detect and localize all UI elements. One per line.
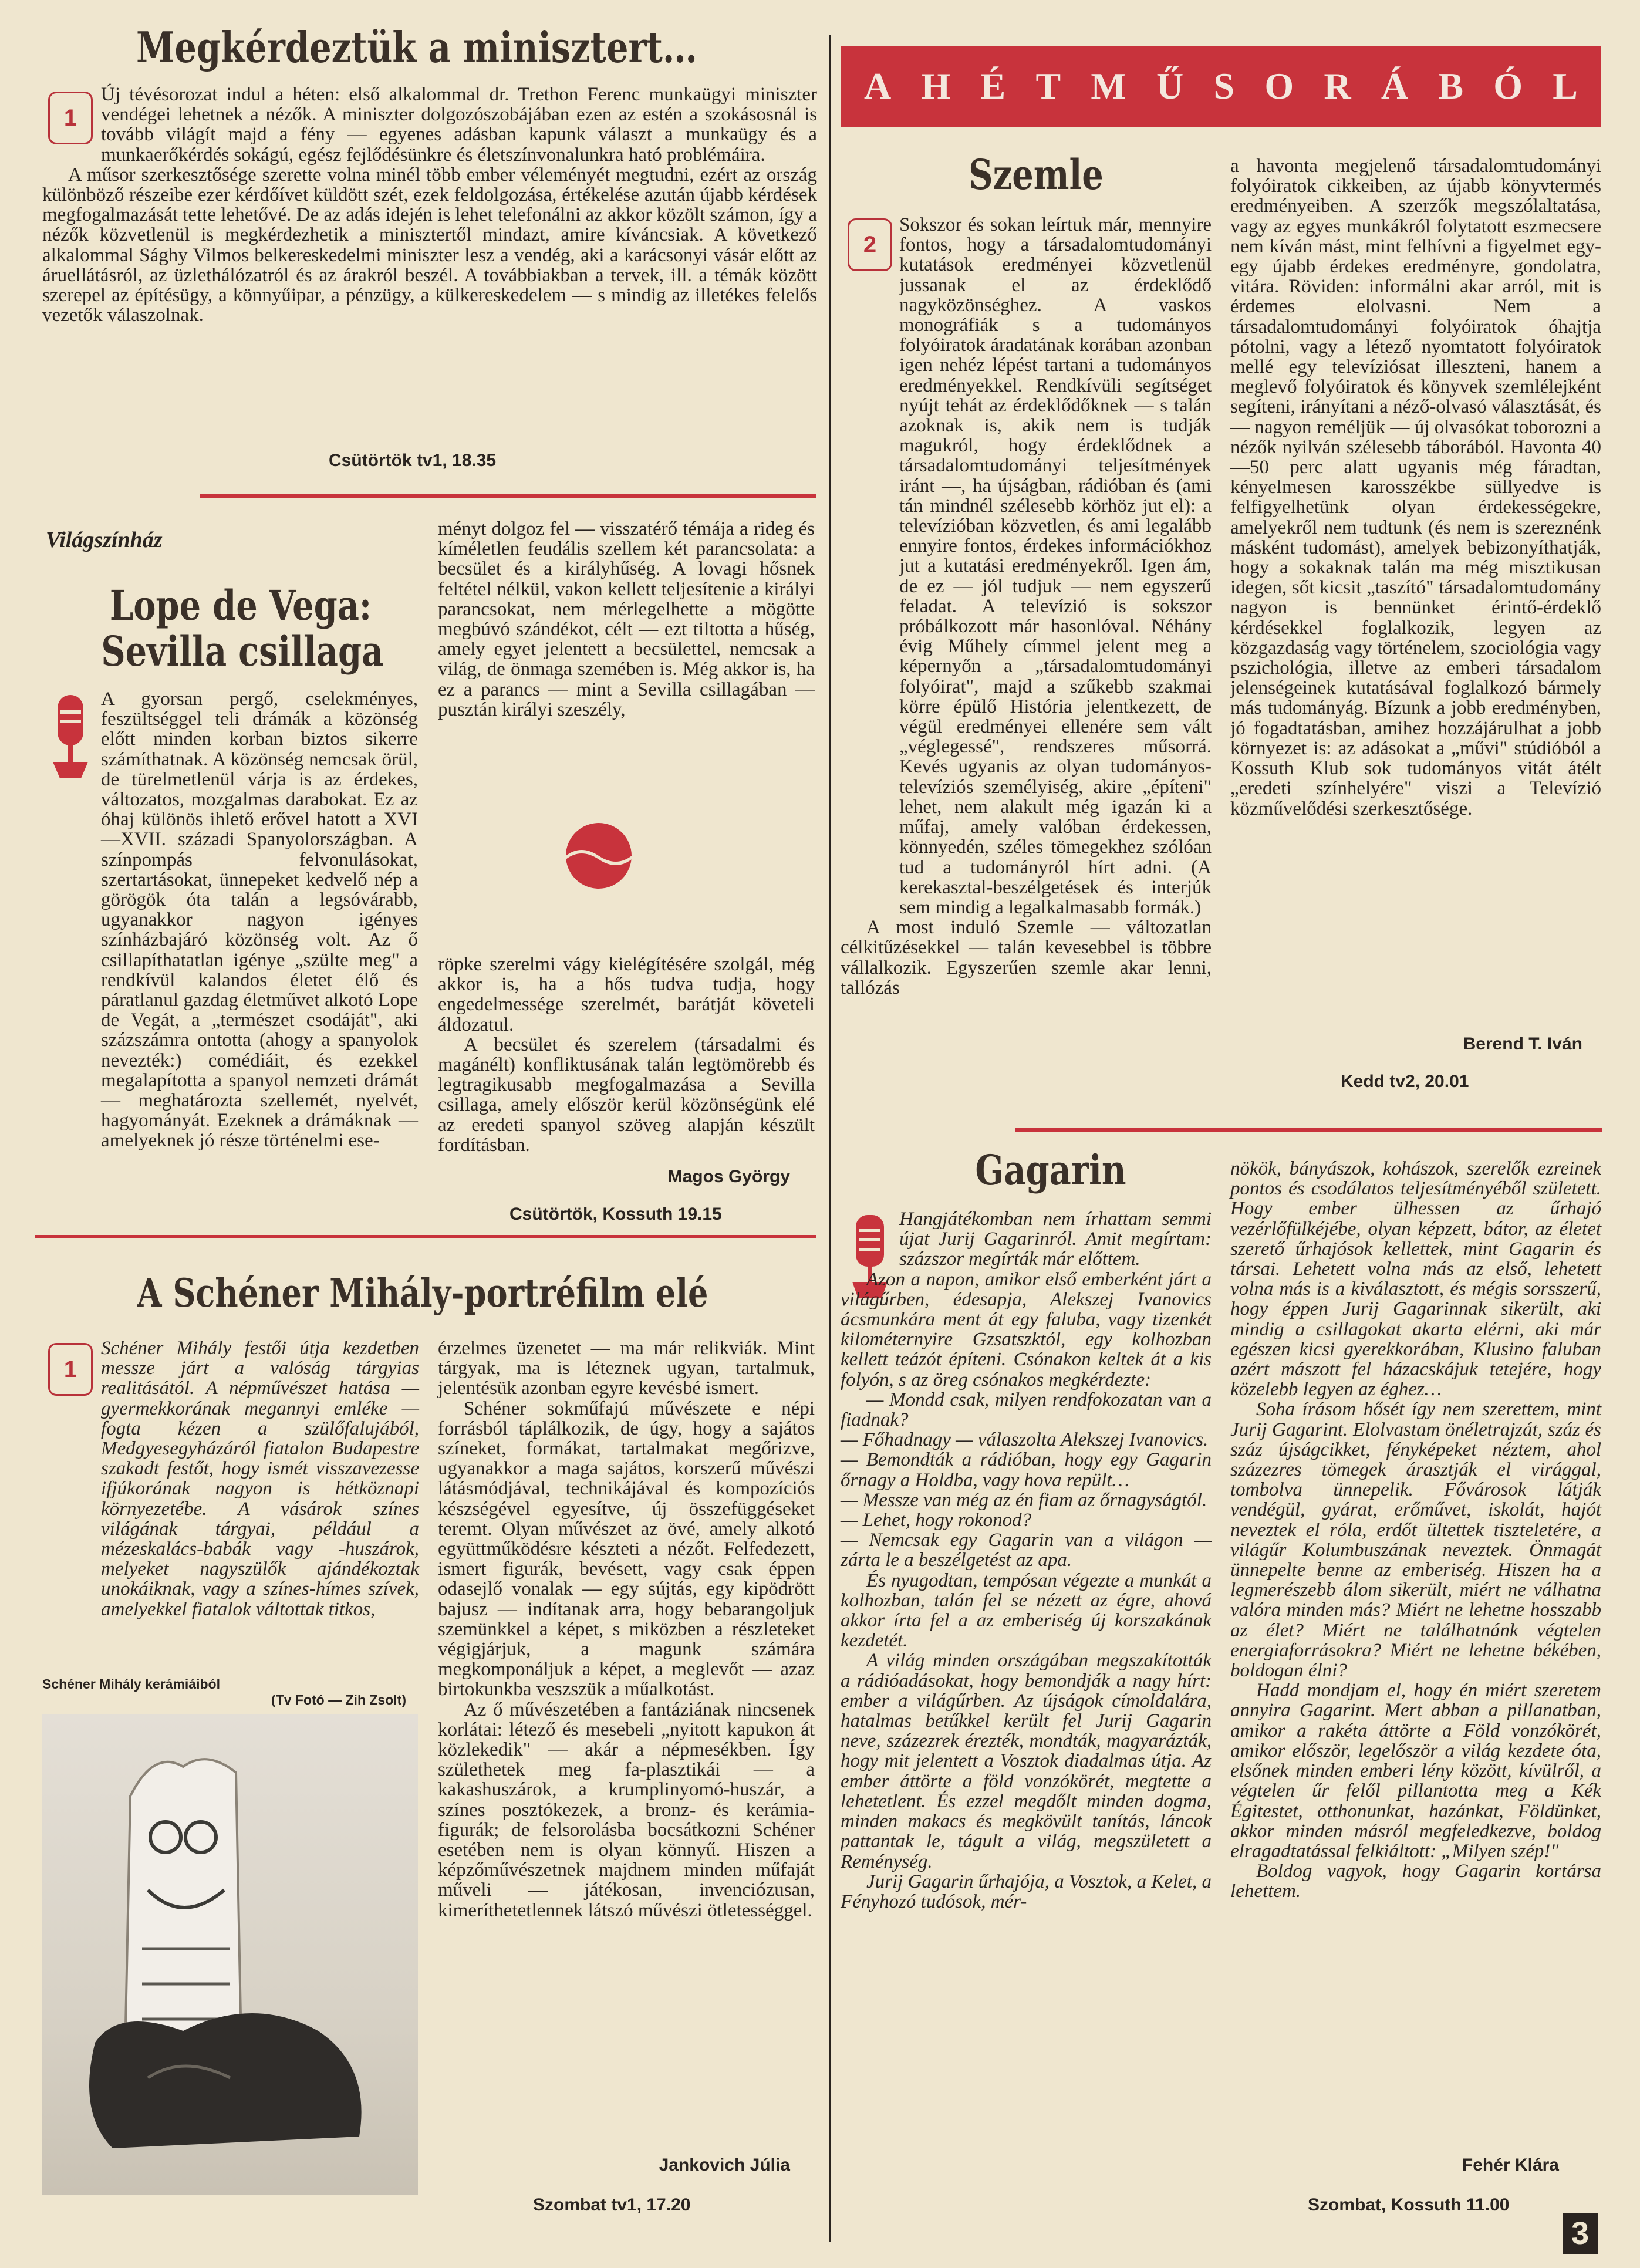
lope-title-line-1: Lope de Vega: [109,581,372,630]
banner-letter: M [1091,65,1126,107]
banner-letter: O [1264,65,1294,107]
ceramics-figure-icon [42,1714,418,2195]
banner-letter: É [980,65,1006,107]
badge-number: 1 [63,1356,77,1382]
banner-letter: Á [1381,65,1409,107]
gagarin-paragraph-4: A világ minden országában megszakították a rádióadásokat, hogy bemondják a nagy hírt: ember a világűrben. Az újságok címoldalára, hatalmas betűkkel került fel Jurij Gagarin neve, százezrek érezték, mondták, magyarázták, hogy mit jelentett a Vosztok diadalmas útja. Az ember áttörte a föld vonzókörét, megtette a lehetetlent. És ezzel megdőlt minden dogma, minden makacs és megkövült tanítás, láncok pattantak le, tágult a világ, megszületett a Reménység. [841,1650,1212,1872]
gagarin-paragraph-2: Azon a napon, amikor első emberként járt a világűrben, édesapja, Alekszej Ivanovics ácsmunkára ment át egy faluba, vagy tizenkét kilométernyire Gzsatszktól, egy kolhozban kellett teázót építeni. Csónakon keltek át a kis folyón, s az öreg csónakos megkérdezte: [841,1268,1212,1391]
lope-paragraph-4: A becsület és szerelem (társadalmi és magánélt) konfliktusának talán legtömörebb és legtragikusabb megfogalmazása a Sevilla csillaga, amely először kerül közönségünk elé az eredeti spanyol szöveg alapján készült fordításban. [438,1034,815,1156]
gagarin-paragraph-8: Hadd mondjam el, hogy én miért szeretem annyira Gagarint. Mert abban a pillanatban, amikor a rakéta áttörte a Föld vonzókörét, amikor először, legelőször a világ kezdete óta, elsőnek minden emberi lény között, kívülről, a végtelen űr felől pillantotta meg a Kék Égitestet, otthonunkat, hazánkat, Földünket, akkor minden másról megfeledkezve, boldog elragadtatással felkiáltott: „Milyen szép!" [1230,1680,1601,1862]
schener-column-2 [438,1338,815,1921]
photo-caption-title: Schéner Mihály kerámiáiból [42,1676,220,1692]
photo-caption [42,1676,418,1708]
gagarin-paragraph-6: nökök, bányászok, kohászok, szerelők ezreinek pontos és csodálatos teljesítményéből született. Hogy ember ülhessen az űrhajó vezérlőfülkéjébe, olyan képzett, bátor, az életet szerető űrhajósok kellettek, mint Gagarin és társai. Lehetett volna más az első, lehetett volna más is a kiválasztott, és mégis sorsszerű, hogy éppen Jurij Gagarinnak sikerült, aki mindig a csillagokat akarta elérni, aki már egészen kicsi gyerekkorában, Klusino faluban azért mászott fel házacskájuk tetejére, hogy közelebb legyen az éghez… [1230,1158,1601,1400]
banner-letter: L [1553,65,1578,107]
lope-airtime: Csütörtök, Kossuth 19.15 [509,1204,722,1224]
schener-paragraph-2: érzelmes üzenetet — ma már relikviák. Mint tárgyak, ma is léteznek ugyan, tartalmuk, jelentésük azonban egyre kevésbé ismert. [438,1338,815,1399]
banner-letter: R [1324,65,1351,107]
lope-title-line-2: Sevilla csillaga [101,627,384,676]
minister-paragraph-1: Új tévésorozat indul a héten: első alkalommal dr. Trethon Ferenc munkaügyi miniszter vendégei lehetnek a nézők. A miniszter dolgozószobájában ezen az estén a szokásosnál is tovább világít majd a fény — egyenes adásban kapunk választ a munkaügy és a munkaerőkérdés sokágú, egész fejlődésünkre és életszínvonalunkra ható problémáira. [101,84,817,166]
divider [1015,1128,1602,1132]
gagarin-column-2 [1230,1159,1601,1902]
szemle-paragraph-3: a havonta megjelenő társadalomtudományi folyóiratok cikkeiben, az újabb könyvtermés eredményeiben. A szerzők megszólaltatása, vagy az egyes munkákról folytatott eszmecsere nem kíván mást, mint felhívni a figyelmet egy-egy újabb érdekes eredményre, gondolatra, vitára. Röviden: informálni akar arról, mit is érdemes elolvasni. Nem a társadalomtudományi folyóiratok óhajtja pótolni, vagy a létező nyomtatott folyóiratok mellé egy televíziósat illeszteni, hanem a meglevő folyóiratok és könyvek szemlélejként segíteni, irányítani a néző-olvasó választását, és — nagyon reméljük — új olvasókat toborozni a nézők nyilván szélesebb táborából. Havonta 40—50 perc alatt ugyanis még fáradtan, kényelmesen karosszékbe süllyedve is felfigyelhetünk olyan érdekességekre, amelyekről nem tudtunk (és nem is szereznénk másként tudomást), amelyek bebizonyíthatják, hogy a sokaknak talán ma még misztikusan idegen, sőt kicsit „taszító" társadalomtudomány nagyon is bennünket érintő-érdeklő kérdésekkel foglalkozik, legyen az közgazdaság vagy történelem, szociológia vagy pszichológia, illetve az emberi társadalom jelenségeinek kutatásával foglalkozó bármely más tudományág. Bízunk a jobb eredményben, jó fogadtatásban, amihez hozzájárulhat a jobb környezet is: az adásokat a „művi" stúdióból a Kossuth Klub sok tudományos vitát átélt „eredeti színhelyére" viszi a Televízió közművelődési szerkesztősége. [1230,156,1601,819]
banner-letter: S [1213,65,1235,107]
schener-title: A Schéner Mihály-portréfilm elé [137,1270,708,1316]
lope-column-2b [438,954,815,1155]
badge-number: 1 [63,104,77,131]
gagarin-paragraph-5: Jurij Gagarin űrhajója, a Vosztok, a Kelet, a Fényhozó tudósok, mér- [841,1871,1212,1912]
szemle-column-2 [1230,156,1601,819]
szemle-paragraph-1: Sokszor és sokan leírtuk már, mennyire fontos, hogy a társadalomtudományi kutatások eredményei közvetlenül jussanak el az érdeklődő nagyközönséghez. A vaskos monográfiák s a tudományos folyóiratok áradatának korában azonban igen nehéz lépést tartani a tudományos eredményekkel. Rendkívüli segítséget nyújt tehát az érdeklődőknek — s talán azoknak is, akik nem is tudják magukról, hogy érdeklődnek a társadalomtudományi teljesítmények iránt —, ha újságban, rádióban és (ami tán mindnél szélesebb körhöz jut el): a televízióban közvetlen, és ami legalább ennyire fontos, érdekes információkhoz jut a kutatási eredményekről. Igen ám, de ez — jól tudjuk — nem egyszerű feladat. A televízió is sokszor próbálkozott már hasonlóval. Néhány évig Műhely címmel jelent meg a képernyőn a „társadalomtudományi folyóirat", majd a szűkebb szakmai körre épülő História jelentkezett, de végül eredményei ellenére sem vált „véglegessé", rendszeres műsorrá. Kevés ugyanis az olyan tudományos-televíziós személyiség, akire „építeni" lehet, nem alakult még igazán ki a műfaj, amely valóban érdekessen, könnyedén, széles tömegekhez szólóan tud a tudományról hírt adni. (A kerekasztal-beszélgetések és interjúk sem mindig a legalkalmasabb formák.) [899,214,1212,918]
gagarin-title: Gagarin [975,1146,1126,1194]
minister-title: Megkérdeztük a minisztert… [136,22,697,72]
lope-paragraph-1: A gyorsan pergő, cselekményes, feszültséggel teli drámák a közönség előtt minden korban biztos sikerre számíthatnak. A közönség nemcsak örül, de türelmetlenül várja is az érdekes, változatos, mozgalmas darabokat. Ez az óhaj különös ihlető erővel hatott a XVI—XVII. századi Spanyolországban. A színpompás felvonulásokat, szertartásokat, ünnepeket kedvelő nép a görögök óta talán a legsóvárabb, ugyanakkor nagyon igényes színházbajáró közönség volt. Az ő csillapíthatatlan igénye „szülte meg" a rendkívül kalandos életet élő és páratlanul gazdag életművet alkotó Lope de Vegát, a „természet csodáját", aki százszámra ontotta (ahogy a spanyolok nevezték:) comédiáit, és ezekkel megalapította a spanyol nemzeti drámát — meghatározta szellemét, nyelvét, hagyományát. Ezeknek a drámáknak — amelyeknek jó része történelmi ese- [101,689,418,1152]
page-number: 3 [1563,2213,1598,2254]
minister-airtime: Csütörtök tv1, 18.35 [329,451,497,470]
lope-kicker: Világszínház [46,528,163,552]
badge-number: 2 [863,231,877,258]
banner-letter: H [921,65,951,107]
szemle-airtime: Kedd tv2, 20.01 [1341,1072,1469,1091]
schener-column-1 [42,1338,419,1619]
banner-letter: B [1438,65,1463,107]
gagarin-dialogue: — Mondd csak, milyen rendfokozatan van a fiadnak? — Főhadnagy — válaszolta Alekszej Ivanovics. — Bemondták a rádióban, hogy egy Gagarin őrnagy a Holdba, vagy hova repült… — Messze van még az én fiam az őrnagyságtól. — Lehet, hogy rokonod? — Nemcsak egy Gagarin van a világon — zárta le a beszélgetést az apa. [841,1389,1212,1571]
szemle-signature: Berend T. Iván [1463,1034,1582,1054]
banner-letter: T [1035,65,1061,107]
banner-letter: Ó [1493,65,1523,107]
banner-letter: A [864,65,892,107]
szemle-column-1 [841,215,1212,998]
schener-airtime: Szombat tv1, 17.20 [533,2195,691,2215]
lope-paragraph-2: ményt dolgoz fel — visszatérő témája a rideg és kíméletlen feudális szellem két parancsolata: a becsület és a királyhűség. A lovagi hősnek feltétel nélkül, vakon kellett teljesítenie a királyi parancsokat, nem mérlegelhette a mögötte megbúvó szándékot, célt — ezt tiltotta a hűség, amely egyet jelentett a becsülettel, nemcsak a világ, de önmaga szemében is. Még akkor is, ha ez a parancs — mint a Sevilla csillagában — pusztán királyi szeszély, [438,518,815,720]
szemle-title: Szemle [969,150,1104,199]
schener-paragraph-1: Schéner Mihály festői útja kezdetben messze járt a valóság tárgyias realitásától. A népművészet hatása — gyermekkorának megannyi emléke — fogta kézen a szülőfalujából, Medgyesegyházáról fiatalon Budapestre szakadt festőt, hogy ismét visszavezesse ifjúkorának nagyon is hétköznapi környezetébe. A vásárok színes világának tárgyai, például a mézeskalács-babák vagy -huszárok, melyeket nagyszülők ajándékoztak unokáiknak, vagy a színes-hímes szívek, amelyekkel fiatalok váltottak titkos, [101,1338,419,1620]
gagarin-column-1 [841,1209,1212,1912]
lope-column-1 [42,689,418,1151]
gagarin-paragraph-9: Boldog vagyok, hogy Gagarin kortársa lehettem. [1230,1861,1601,1902]
gagarin-paragraph-7: Soha írásom hősét így nem szerettem, mint Jurij Gagarint. Elolvastam önéletrajzát, száz és száz újságcikket, fényképeket néztem, ahol százezres tömegek árasztják el virággal, tombolva ünnepelik. Fővárosok látják vendégül, gyárat, erőművet, iskolát, hajót neveztek el róla, erdőt ültettek tiszteletére, a világűr Kolumbuszának neveztek. Önmagát ünnepelte benne az emberiség. Hiszen ha a legmerészebb álom sikerült, miért ne válhatna valóra minden más? Miért ne lehetne hosszabb az élet? Miért ne találhatnánk végtelen energiaforrásokra? Miért ne lehetne békében, boldogan élni? [1230,1399,1601,1682]
lope-signature: Magos György [667,1167,790,1186]
gagarin-paragraph-1: Hangjátékomban nem írhattam semmi újat Jurij Gagarinról. Amit megírtam: százszor megírták már előttem. [899,1209,1212,1270]
gagarin-signature: Fehér Klára [1462,2155,1559,2175]
minister-paragraph-2: A műsor szerkesztősége szerette volna minél több ember véleményét megtudni, ezért az ország különböző részeibe ezer kérdőívet küldött szét, ezek feldolgozása, értékelése azután újabb kérdések megfogalmazását tette lehetővé. De az adás idején is lehet telefonálni az akkor közölt számon, így a nézők közvetlenül is megkérdezhetik a minisztertől mindazt, amire kíváncsiak. A következő alkalommal Sághy Vilmos belkereskedelmi miniszter lesz a vendég, aki a karácsonyi vásár előtt az áruellátásról, az üzlethálózatról és az árakról beszél. A továbbiakban a tervek, ill. a témák között szerepel az építésügy, a könnyűipar, a pénzügy, a külkereskedelem — s mindig az illetékes felelős vezetők válaszolnak. [42,164,817,326]
world-theatre-logo-icon [563,821,634,891]
gagarin-airtime: Szombat, Kossuth 11.00 [1308,2195,1510,2215]
schener-signature: Jankovich Júlia [659,2155,790,2175]
divider [35,1235,816,1238]
program-banner [841,46,1601,127]
gagarin-paragraph-3: És nyugodtan, tempósan végezte a munkát a kolhozban, talán fel se nézett az égre, ahová akkor írta fel a az emberiség új korszakának kezdetét. [841,1570,1212,1652]
schener-paragraph-3: Schéner sokműfajú művészete e népi forrásból táplálkozik, de úgy, hogy a sajátos színeket, formákat, tartalmakat megőrizve, ugyanakkor a maga sajátos, korszerű művészi látásmódjával, technikájával és kompozíciós készségével egyesítve, új összefüggéseket teremt. Olyan művészet az övé, amely alkotó együttműködésre készteti a nézőt. Felfedezett, ismert figurák, bevésett, vagy csak éppen odasejlő vonalak — egy sújtás, egy kipödrött bajusz — indítanak arra, hogy bebarangoljuk szemünkkel a képet, s miközben a részleteket végigjárjuk, a magunk számára megkomponáljuk a képet, a meglevőt — azaz birtokunkba veszszük a műalkotást. [438,1398,815,1700]
column-rule [829,35,831,2242]
lope-paragraph-3: röpke szerelmi vágy kielégítésére szolgál, még akkor is, ha a hős tudva tudja, hogy engedelmessége szerelmét, barátját követeli áldozatul. [438,954,815,1035]
lope-column-2 [438,519,815,720]
divider [200,494,816,498]
minister-body [42,85,817,325]
banner-letter: Ű [1156,65,1184,107]
szemle-paragraph-2: A most induló Szemle — változatlan célkitűzésekkel — talán kevesebbel is többre vállalkozik. Egyszerűen szemle akar lenni, tallózás [841,917,1212,998]
photo-credit: (Tv Fotó — Zih Zsolt) [271,1692,406,1707]
schener-paragraph-4: Az ő művészetében a fantáziának nincsenek korlátai: létező és mesebeli „nyitott kapukon át közlekedik" — akár a népmesékben. Így születhetek meg fa-plasztikái — a kakashuszárok, a krumplinyomó-huszár, a színes posztókezek, a bronz- és kerámia-figurák; de felsorolásba bocsátkozni Schéner esetében nem is olyan könnyű. Hiszen a képzőművészetnek majdnem minden műfaját műveli — játékosan, invenciózusan, kimeríthetetlennek látszó művészi ötletességgel. [438,1699,815,1921]
ceramics-photo [42,1714,418,2195]
